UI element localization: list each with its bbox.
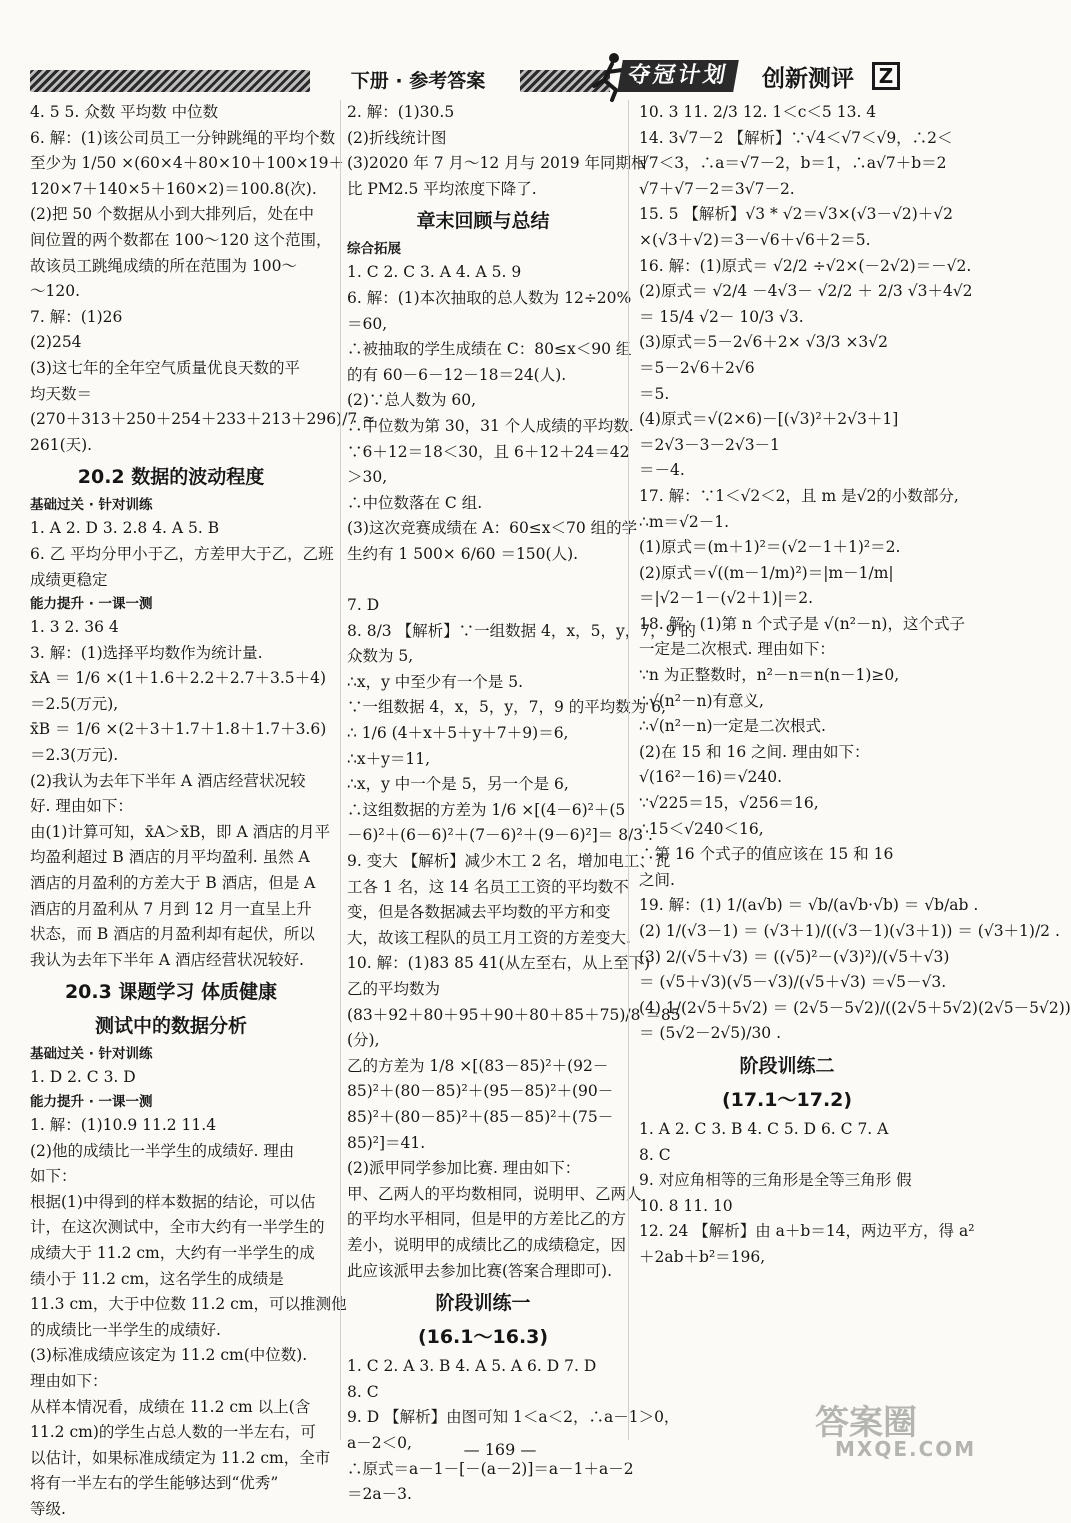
answers-block [347, 1354, 680, 1508]
answer-line: (2)原式＝√((m－1/m)²)＝|m－1/m| [639, 563, 894, 582]
answer-line: ∴x，y 中至少有一个是 5. [347, 672, 524, 691]
brand-logo [590, 50, 910, 100]
header-title: 下册 · 参考答案 [350, 70, 486, 92]
answer-line: 如下： [30, 1167, 77, 1186]
answer-line: (分), [347, 1031, 380, 1050]
answer-line: 1. C 2. A 3. B 4. A 5. A 6. D 7. D [347, 1357, 597, 1376]
answer-line: (83＋92＋80＋95＋90＋80＋85＋75)/8 ＝85 [347, 1005, 681, 1024]
answer-line: 状态，而 B 酒店的月盈利却有起伏，所以 [30, 925, 315, 944]
answer-line: 15. 5 【解析】√3 * √2＝√3×(√3－√2)＋√2 [639, 205, 953, 224]
answer-line: 之间. [639, 870, 675, 889]
answer-line: ∴被抽取的学生成绩在 C：80≤x＜90 组 [347, 340, 632, 359]
answer-line: 绩小于 11.2 cm，这名学生的成绩是 [30, 1269, 284, 1288]
answer-line: ～120. [30, 282, 81, 301]
answer-line: 将有一半左右的学生能够达到“优秀” [30, 1474, 279, 1493]
answer-line: (2)在 15 和 16 之间. 理由如下： [639, 742, 870, 761]
answer-line: (2)原式＝ √2/4 －4√3－ √2/2 ＋ 2/3 √3＋4√2 [639, 282, 973, 301]
answer-line: 120×7＋140×5＋160×2)＝100.8(次). [30, 179, 317, 198]
answer-line: 1. A 2. C 3. B 4. C 5. D 6. C 7. A [639, 1119, 889, 1138]
answers-block [639, 100, 1071, 1047]
answer-line: ＝2√3－3－2√3－1 [639, 435, 780, 454]
answer-line: 的平均水平相同，但是甲的方差比乙的方 [347, 1210, 627, 1229]
answer-line: 11.3 cm，大于中位数 11.2 cm，可以推测他 [30, 1295, 347, 1314]
answer-line: 4. 5 5. 众数 平均数 中位数 [30, 103, 219, 121]
answer-line: ∴中位数为第 30，31 个人成绩的平均数. [347, 416, 634, 435]
answer-line: ∵√225＝15，√256＝16, [639, 794, 819, 813]
answer-line: 17. 解：∵1＜√2＜2，且 m 是√2的小数部分, [639, 486, 959, 505]
answer-line: 7. 解：(1)26 [30, 307, 123, 326]
answer-line: 261(天). [30, 435, 93, 454]
answer-line: (2)他的成绩比一半学生的成绩好. 理由 [30, 1141, 295, 1160]
answer-line: ∴原式＝a－1－[－(a－2)]＝a－1＋a－2 [347, 1459, 634, 1478]
answer-line: ∴15＜√240＜16, [639, 819, 764, 838]
answer-line: ∴m＝√2－1. [639, 512, 730, 531]
subsection-advanced: 能力提升 · 一课一测 [30, 596, 153, 613]
answer-line: 至少为 1/50 ×(60×4＋80×10＋100×19＋ [30, 154, 344, 173]
subsection-advanced: 能力提升 · 一课一测 [30, 1094, 153, 1110]
answer-line: 故该员工跳绳成绩的所在范围为 100～ [30, 256, 298, 275]
answer-line: 16. 解：(1)原式＝ √2/2 ÷√2×(－2√2)＝－√2. [639, 256, 972, 275]
answer-line: ＝ 15/4 √2－ 10/3 √3. [639, 307, 804, 326]
answer-line: 10. 3 11. 2/3 12. 1＜c＜5 13. 4 [639, 103, 877, 121]
answer-line: 的成绩比一半学生的成绩好. [30, 1320, 221, 1339]
section-title-stage-1-range: (16.1～16.3) [417, 1326, 549, 1349]
subsection-basic: 基础过关 · 针对训练 [30, 1046, 153, 1063]
answer-line: 14. 3√7－2 【解析】∵√4＜√7＜√9，∴2＜ [639, 128, 953, 147]
column-right [628, 100, 1071, 1440]
answer-line: (270＋313＋250＋254＋233＋213＋296)/7 ≈ [30, 410, 376, 429]
answer-line: 生约有 1 500× 6/60 ＝150(人). [347, 544, 579, 563]
answer-line: 2. 解：(1)30.5 [347, 103, 455, 121]
answer-line: (4) 1/(2√5＋5√2) ＝ (2√5－5√2)/((2√5＋5√2)(2√5－5√2)) [639, 998, 1071, 1017]
answer-line: ＝ (5√2－2√5)/30 . [639, 1024, 782, 1043]
answer-line: (2)∵总人数为 60, [347, 391, 477, 410]
answer-line: 我认为去年下半年 A 酒店经营状况较好. [30, 950, 304, 969]
answer-line: －6)²＋(6－6)²＋(7－6)²＋(9－6)²]＝ 8/3 . [347, 826, 653, 845]
answer-line: ∵n 为正整数时，n²－n＝n(n－1)≥0, [639, 666, 900, 685]
answer-line: ＝5. [639, 384, 670, 403]
section-title-20-3: 20.3 课题学习 体质健康 [64, 981, 278, 1004]
answer-line: ∴x，y 中一个是 5，另一个是 6, [347, 775, 569, 794]
answers-block [639, 1117, 975, 1271]
answer-line: 10. 解：(1)83 85 41(从左至右，从上至下) [347, 954, 651, 973]
watermark-main: 答案圈 [815, 1403, 917, 1443]
answer-line: 比 PM2.5 平均浓度下降了. [347, 179, 537, 198]
answer-line: 计，在这次测试中，全市大约有一半学生的 [30, 1218, 325, 1237]
answer-line: 1. D 2. C 3. D [30, 1068, 136, 1087]
answer-line: 85)²＋(80－85)²＋(85－85)²＋(75－ [347, 1107, 614, 1126]
answer-line: 均天数＝ [30, 384, 93, 403]
answer-line: 此应该派甲去参加比赛(答案合理即可). [347, 1261, 613, 1280]
answer-line: ＋2ab＋b²＝196, [639, 1247, 766, 1266]
answer-line [347, 568, 619, 594]
answer-line: 6. 乙 平均分甲小于乙，方差甲大于乙，乙班 [30, 544, 334, 563]
answer-line: (2)我认为去年下半年 A 酒店经营状况较 [30, 771, 306, 790]
answer-line: a－2＜0, [347, 1433, 412, 1452]
answer-line: 乙的方差为 1/8 ×[(83－85)²＋(92－ [347, 1056, 609, 1075]
answer-line: √7＋√7－2＝3√7－2. [639, 179, 795, 198]
header-stripe-left [30, 70, 310, 92]
logo-sub-text: 创新测评 [762, 66, 854, 92]
answer-line: (3) 2/(√5＋√3) ＝ ((√5)²－(√3)²)/(√5＋√3) [639, 947, 950, 966]
answer-line: 85)²]＝41. [347, 1133, 426, 1152]
answer-line: 1. C 2. C 3. A 4. A 5. 9 [347, 263, 522, 282]
answer-line: ∴√(n²－n)一定是二次根式. [639, 717, 826, 736]
answer-line: 好. 理由如下： [30, 797, 133, 816]
answer-line: 9. 变大 【解析】减少木工 2 名，增加电工、瓦 [347, 852, 671, 871]
answer-line: ＝2a－3. [347, 1485, 412, 1504]
answer-line: 乙的平均数为 [347, 980, 441, 998]
answer-line: 根据(1)中得到的样本数据的结论，可以估 [30, 1192, 316, 1211]
answer-line: 差小，说明甲的成绩比乙的成绩稳定，因 [347, 1235, 627, 1254]
answer-line: x̄A ＝ 1/6 ×(1＋1.6＋2.2＋2.7＋3.5＋4) [30, 669, 327, 688]
answer-line: √7＜3，∴a＝√7－2，b＝1，∴a√7＋b＝2 [639, 154, 947, 173]
answers-block [30, 615, 331, 973]
answer-line: ＝2.5(万元), [30, 694, 119, 713]
answer-line: ∴中位数落在 C 组. [347, 493, 483, 512]
answer-line: 均盈利超过 B 酒店的月平均盈利. 虽然 A [30, 848, 310, 867]
answer-line: (3)2020 年 7 月～12 月与 2019 年同期相 [347, 154, 647, 173]
answer-line: ×(√3＋√2)＝3－√6＋√6＋2＝5. [639, 230, 871, 249]
answer-line: 9. 对应角相等的三角形是全等三角形 假 [639, 1171, 912, 1190]
answer-line: 大，故该工程队的员工月工资的方差变大. [347, 928, 631, 947]
answer-line: 1. 解：(1)10.9 11.2 11.4 [30, 1116, 217, 1134]
answer-line: 85)²＋(80－85)²＋(95－85)²＋(90－ [347, 1082, 614, 1101]
subsection-basic: 基础过关 · 针对训练 [30, 497, 153, 514]
answer-line: (2)折线统计图 [347, 128, 447, 147]
section-title-review: 章末回顾与总结 [416, 210, 550, 233]
answer-line: 理由如下： [30, 1371, 108, 1390]
answer-line: ＝5－2√6＋2√6 [639, 358, 755, 377]
answer-line: ∴第 16 个式子的值应该在 15 和 16 [639, 845, 894, 864]
answer-line: 7. D [347, 596, 380, 615]
answer-line: 成绩更稳定 [30, 570, 108, 589]
answer-line: 6. 解：(1)该公司员工一分钟跳绳的平均个数 [30, 128, 336, 147]
logo-main-text: 夺冠计划 [617, 60, 739, 92]
answer-line: ∴这组数据的方差为 1/6 ×[(4－6)²＋(5 [347, 800, 626, 819]
answer-line: 变，但是各数据减去平均数的平方和变 [347, 903, 611, 922]
answer-line: 10. 8 11. 10 [639, 1196, 733, 1215]
answer-line: ＝|√2－1－(√2＋1)|＝2. [639, 589, 814, 608]
answer-line: 甲、乙两人的平均数相同，说明甲、乙两人 [347, 1184, 642, 1203]
page-number: — 169 — [463, 1440, 537, 1459]
answer-line: ＝60, [347, 314, 388, 333]
answer-line: 1. 3 2. 36 4 [30, 618, 119, 637]
answer-line: (3)原式＝5－2√6＋2× √3/3 ×3√2 [639, 333, 889, 352]
answer-line: 3. 解：(1)选择平均数作为统计量. [30, 643, 263, 662]
answer-line: (3)这次竞赛成绩在 A：60≤x＜70 组的学 [347, 519, 638, 538]
watermark [800, 1395, 990, 1465]
answers-block [30, 1065, 312, 1091]
answer-line: 成绩大于 11.2 cm，大约有一半学生的成 [30, 1243, 315, 1262]
answer-line: (2)254 [30, 333, 82, 352]
answer-line: (2)派甲同学参加比赛. 理由如下： [347, 1159, 581, 1178]
answer-line: 以估计，如果标准成绩定为 11.2 cm，全市 [30, 1448, 331, 1467]
answers-block [347, 100, 647, 202]
answer-line: 酒店的月盈利的方差大于 B 酒店，但是 A [30, 874, 316, 893]
answer-line: (4)原式＝√(2×6)－[(√3)²＋2√3＋1] [639, 410, 899, 429]
answer-line: 8. 8/3 【解析】∵一组数据 4，x，5，y，7，9 的 [347, 621, 696, 640]
section-title-20-2: 20.2 数据的波动程度 [77, 466, 265, 489]
answer-line: 18. 解：(1)第 n 个式子是 √(n²－n)，这个式子 [639, 614, 965, 633]
answers-block [30, 516, 334, 593]
answers-block [30, 1113, 347, 1523]
answer-line: 等级. [30, 1499, 66, 1518]
answer-line: ＝2.3(万元). [30, 746, 119, 765]
answer-line: ∵6＋12＝18＜30，且 6＋12＋24＝42 [347, 442, 630, 461]
answer-line: (2) 1/(√3－1) ＝ (√3＋1)/((√3－1)(√3＋1)) ＝ (√3＋1)/2 . [639, 922, 1060, 940]
answer-line: 1. A 2. D 3. 2.8 4. A 5. B [30, 519, 220, 538]
answer-line: (3)这七年的全年空气质量优良天数的平 [30, 358, 300, 377]
answer-line: ∴ 1/6 (4＋x＋5＋y＋7＋9)＝6, [347, 724, 569, 743]
answer-line: 12. 24 【解析】由 a＋b＝14，两边平方，得 a² [639, 1222, 975, 1241]
section-title-stage-1: 阶段训练一 [435, 1292, 531, 1315]
answer-line: 一定是二次根式. 理由如下： [639, 640, 835, 659]
answer-line: ＝－4. [639, 461, 685, 480]
answer-line: ∴√(n²－n)有意义, [639, 691, 764, 710]
answer-line: (1)原式＝(m＋1)²＝(√2－1＋1)²＝2. [639, 538, 901, 557]
section-title-stage-2-range: (17.1～17.2) [721, 1088, 853, 1111]
answer-line: 9. D 【解析】由图可知 1＜a＜2，∴a－1＞0， [347, 1408, 680, 1427]
answer-line: ∵一组数据 4，x，5，y，7，9 的平均数为 6, [347, 698, 667, 717]
answer-line: 8. C [347, 1382, 379, 1401]
answer-line: 众数为 5, [347, 647, 414, 666]
watermark-url: MXQE.COM [835, 1437, 977, 1461]
answer-line: 6. 解：(1)本次抽取的总人数为 12÷20% [347, 288, 632, 307]
page-header [0, 0, 1000, 104]
section-title-stage-2: 阶段训练二 [739, 1054, 835, 1077]
answer-line: 从样本情况看，成绩在 11.2 cm 以上(含 [30, 1397, 311, 1416]
section-title-20-3-line2: 测试中的数据分析 [94, 1015, 247, 1038]
answer-line: 工各 1 名，这 14 名员工工资的平均数不 [347, 877, 629, 896]
answer-line: 8. C [639, 1145, 671, 1164]
answer-line: 间位置的两个数都在 100～120 这个范围， [30, 230, 332, 249]
answer-line: 由(1)计算可知，x̄A＞x̄B，即 A 酒店的月平 [30, 822, 331, 841]
answer-line: 酒店的月盈利从 7 月到 12 月一直呈上升 [30, 899, 312, 918]
answer-line: √(16²－16)＝√240. [639, 768, 783, 787]
answer-line: 的有 60－6－12－18＝24(人). [347, 365, 567, 384]
answer-line: ＞30, [347, 468, 388, 487]
answer-line: ∴x＋y＝11, [347, 749, 431, 768]
subsection-comprehensive: 综合拓展 [347, 241, 401, 258]
logo-mark: Z [872, 62, 900, 90]
answer-line: (3)标准成绩应该定为 11.2 cm(中位数). [30, 1346, 308, 1365]
answer-line: 19. 解：(1) 1/(a√b) ＝ √b/(a√b·√b) ＝ √b/ab . [639, 896, 979, 915]
answer-line: 11.2 cm)的学生占总人数的一半左右，可 [30, 1423, 316, 1442]
answer-line: x̄B ＝ 1/6 ×(2＋3＋1.7＋1.8＋1.7＋3.6) [30, 720, 327, 739]
answer-line: (2)把 50 个数据从小到大排列后，处在中 [30, 205, 315, 224]
answer-line: ＝ (√5＋√3)(√5－√3)/(√5＋√3) ＝√5－√3. [639, 973, 947, 992]
